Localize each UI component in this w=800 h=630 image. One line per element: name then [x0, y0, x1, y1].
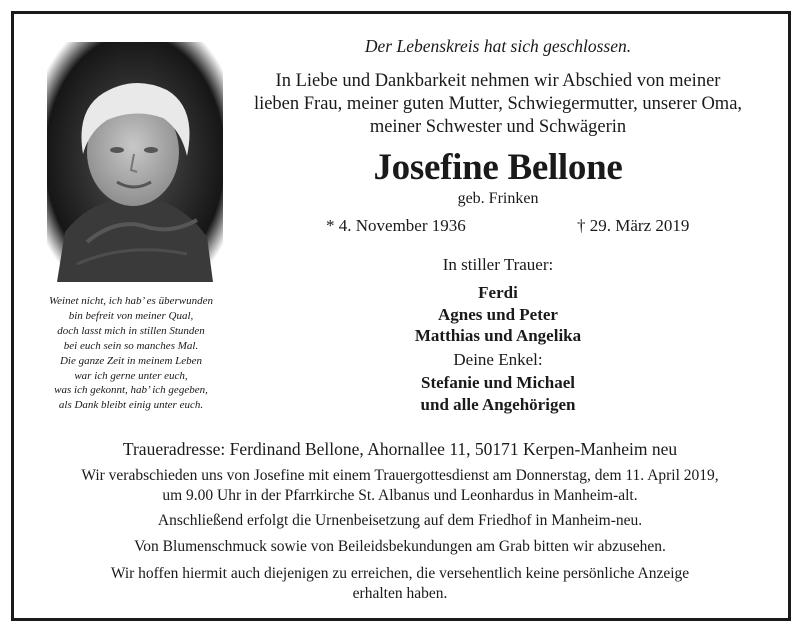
birth-name: geb. Frinken: [457, 190, 539, 207]
deceased-name: Josefine Bellone: [373, 147, 623, 188]
grandchildren-list: [230, 372, 766, 415]
grandchildren-entry: Stefanie und Michael: [421, 373, 575, 392]
mourning-heading: In stiller Trauer:: [442, 255, 554, 274]
flowers-request: Von Blumenschmuck sowie von Beileidsbekundungen am Grab bitten wir abzusehen.: [134, 538, 666, 555]
intro-line: In Liebe und Dankbarkeit nehmen wir Abschied von meiner: [275, 71, 721, 91]
service-info: [20, 466, 780, 505]
grandchildren-heading: Deine Enkel:: [453, 350, 543, 369]
service-line: Wir verabschieden uns von Josefine mit einem Trauergottesdienst am Donnerstag, dem 11. April 2019,: [81, 467, 719, 484]
death-date: † 29. März 2019: [577, 216, 690, 235]
poem: [20, 294, 242, 413]
family-member: Agnes und Peter: [438, 304, 558, 324]
poem-line: war ich gerne unter euch,: [74, 369, 188, 382]
poem-line: als Dank bleibt einig unter euch.: [58, 399, 204, 412]
poem-line: doch lasst mich in stillen Stunden: [57, 324, 205, 337]
intro-text: [230, 70, 766, 139]
closing-note: [20, 564, 780, 603]
poem-line: Weinet nicht, ich hab’ es überwunden: [49, 295, 213, 307]
urn-burial-info: Anschließend erfolgt die Urnenbeisetzung auf dem Friedhof in Manheim-neu.: [157, 512, 643, 529]
family-member: Ferdi: [478, 283, 518, 302]
mourning-address: Traueradresse: Ferdinand Bellone, Ahornallee 11, 50171 Kerpen-Manheim neu: [122, 439, 678, 459]
poem-line: bin befreit von meiner Qual,: [68, 309, 194, 322]
closing-line: erhalten haben.: [352, 584, 448, 602]
grandchildren-entry: und alle Angehörigen: [420, 394, 576, 414]
service-line: um 9.00 Uhr in der Pfarrkirche St. Albanus und Leonhardus in Manheim-alt.: [162, 486, 638, 504]
poem-line: bei euch sein so manches Mal.: [63, 339, 199, 352]
intro-line: lieben Frau, meiner guten Mutter, Schwiegermutter, unserer Oma,: [253, 94, 743, 114]
birth-date: * 4. November 1936: [326, 216, 466, 235]
poem-line: was ich gekonnt, hab’ ich gegeben,: [54, 384, 208, 397]
family-member: Matthias und Angelika: [414, 326, 582, 345]
closing-line: Wir hoffen hiermit auch diejenigen zu erreichen, die versehentlich keine persönliche Anzeige: [110, 565, 690, 582]
portrait-photo: [47, 42, 223, 282]
motto: Der Lebenskreis hat sich geschlossen.: [364, 36, 632, 56]
family-list: [230, 282, 766, 347]
intro-line: meiner Schwester und Schwägerin: [369, 117, 627, 137]
poem-line: Die ganze Zeit in meinem Leben: [59, 354, 203, 367]
